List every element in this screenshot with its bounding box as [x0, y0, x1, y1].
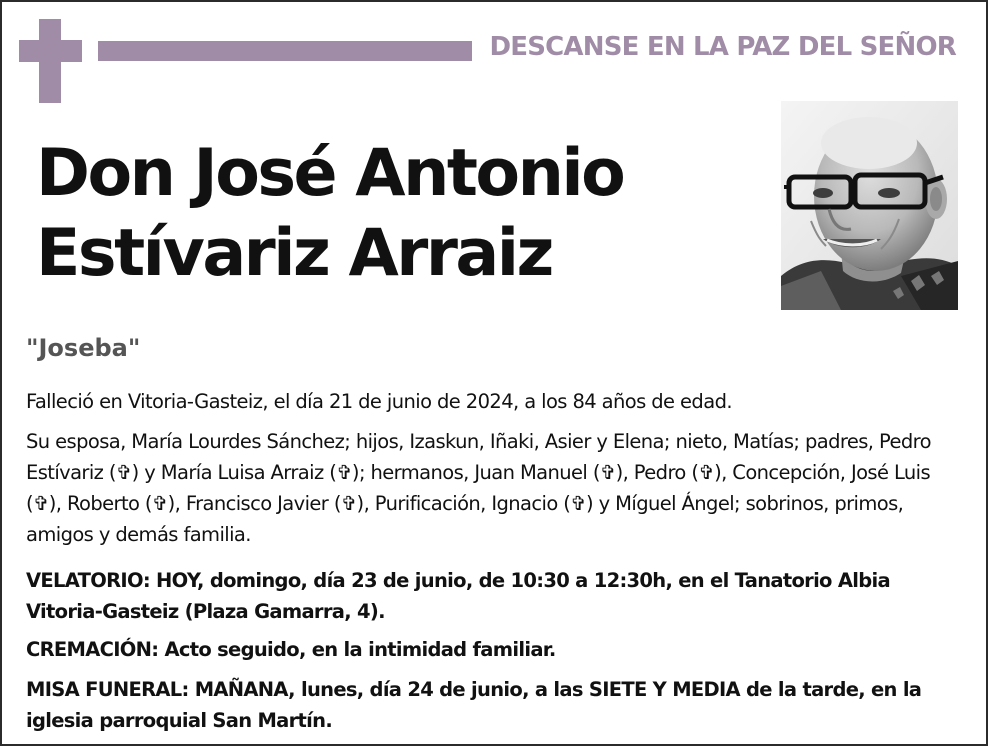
- death-notice: Falleció en Vitoria-Gasteiz, el día 21 de junio de 2024, a los 84 años de edad.: [26, 390, 732, 413]
- deceased-portrait: [781, 101, 958, 310]
- deceased-name-line2: Estívariz Arraiz: [36, 216, 552, 291]
- deceased-name-line1: Don José Antonio: [36, 136, 624, 211]
- header-divider: [98, 41, 472, 61]
- deceased-name: [36, 134, 623, 294]
- deceased-nickname: "Joseba": [26, 334, 141, 362]
- funeral-mass-info: MISA FUNERAL: MAÑANA, lunes, día 24 de junio, a las SIETE Y MEDIA de la tarde, en la iglesia parroquial San Martín.: [26, 678, 922, 732]
- header-tagline: DESCANSE EN LA PAZ DEL SEÑOR: [489, 32, 956, 62]
- cremation-info: CREMACIÓN: Acto seguido, en la intimidad familiar.: [26, 638, 556, 661]
- family-list: Su esposa, María Lourdes Sánchez; hijos, Izaskun, Iñaki, Asier y Elena; nieto, Matías; padres, Pedro Estívariz (✞) y María Luisa Arraiz (✞); hermanos, Juan Manuel (✞), Pedro (✞), Concepción, José Luis (✞), Roberto (✞), Francisco Javier (✞), Purificación, Ignacio (✞) y Míguel Ángel; sobrinos, primos, amigos y demás familia.: [26, 430, 931, 546]
- wake-info: VELATORIO: HOY, domingo, día 23 de junio, de 10:30 a 12:30h, en el Tanatorio Albia Vitoria-Gasteiz (Plaza Gamarra, 4).: [26, 569, 890, 623]
